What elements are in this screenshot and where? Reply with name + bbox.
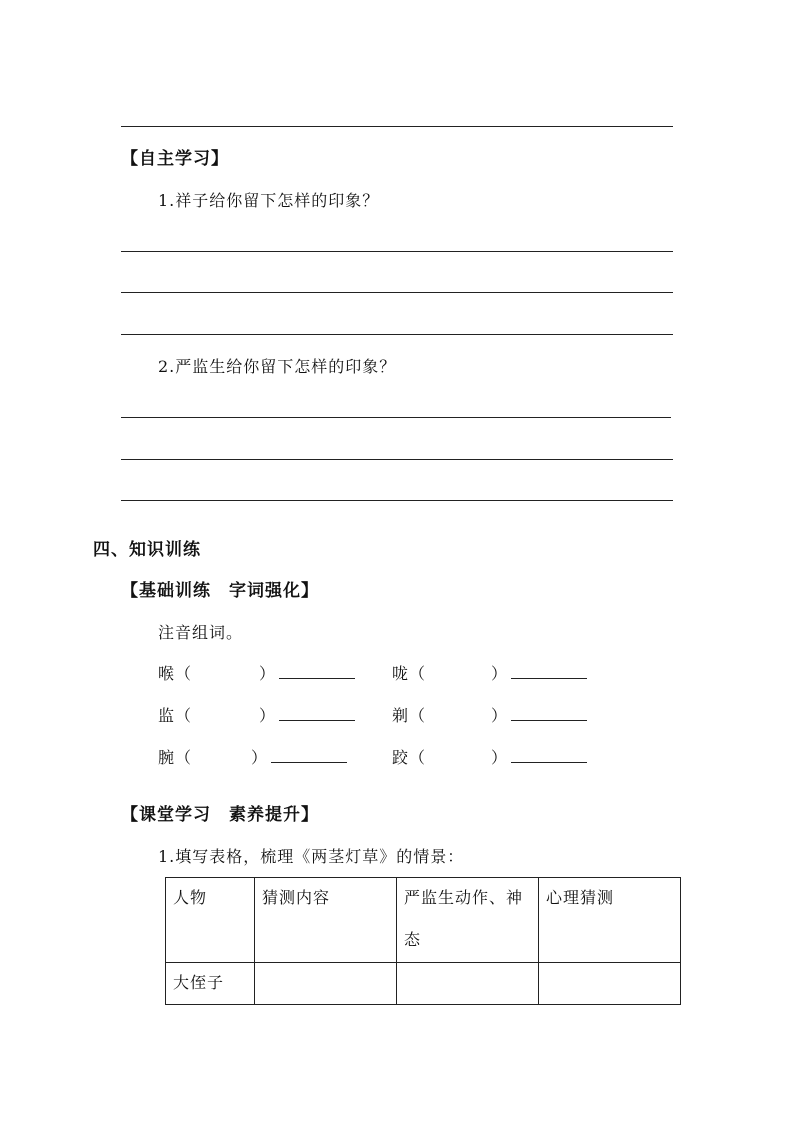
header-guess: 猜测内容 [262,888,331,907]
table-cell[interactable] [539,963,681,1005]
pinyin-item [158,664,355,684]
word-blank[interactable] [511,706,587,721]
answer-line [121,292,673,293]
word-blank[interactable] [511,664,587,679]
section-heading: 四、知识训练 [93,540,201,560]
table-header-row [166,878,681,963]
word-blank[interactable] [279,706,355,721]
header-person: 人物 [173,888,208,907]
table-header-cell [166,878,255,963]
close-paren: ） [491,706,508,725]
close-paren: ） [491,664,508,683]
answer-line [121,500,673,501]
pinyin-item [158,706,355,726]
word-blank[interactable] [279,664,355,679]
self-study-heading: 【自主学习】 [121,149,229,169]
item-char: 剃 [392,706,410,725]
item-char: 腕 [158,748,176,767]
classroom-heading: 【课堂学习 素养提升】 [121,805,319,825]
open-paren: （ [409,664,426,683]
table-header-cell [255,878,397,963]
table-header-cell [397,878,539,963]
header-action: 严监生动作、神态 [404,888,524,949]
question-2: 2.严监生给你留下怎样的印象？ [158,357,397,376]
basic-training-heading: 【基础训练 字词强化】 [121,581,319,601]
top-divider [121,126,673,127]
open-paren: （ [175,664,192,683]
item-char: 监 [158,706,176,725]
close-paren: ） [259,706,276,725]
instruction-text: 注音组词。 [158,623,244,642]
open-paren: （ [409,706,426,725]
close-paren: ） [251,748,268,767]
answer-line [121,459,673,460]
table-cell [166,963,255,1005]
table-cell[interactable] [255,963,397,1005]
table-header-cell [539,878,681,963]
item-char: 喉 [158,664,176,683]
item-char: 跤 [392,748,410,767]
cell-person: 大侄子 [173,973,225,992]
question-1: 1.祥子给你留下怎样的印象？ [158,191,380,210]
open-paren: （ [175,706,192,725]
open-paren: （ [409,748,426,767]
table-row [166,963,681,1005]
scene-table [165,877,681,1005]
word-blank[interactable] [511,748,587,763]
answer-line [121,251,673,252]
open-paren: （ [175,748,192,767]
pinyin-item [158,748,347,768]
pinyin-item [392,706,587,726]
item-char: 咙 [392,664,410,683]
answer-line [121,417,671,418]
pinyin-item [392,748,587,768]
word-blank[interactable] [271,748,347,763]
table-cell[interactable] [397,963,539,1005]
close-paren: ） [259,664,276,683]
answer-line [121,334,673,335]
close-paren: ） [491,748,508,767]
task-text: 1.填写表格，梳理《两茎灯草》的情景： [158,847,465,866]
pinyin-item [392,664,587,684]
header-psych: 心理猜测 [546,888,615,907]
